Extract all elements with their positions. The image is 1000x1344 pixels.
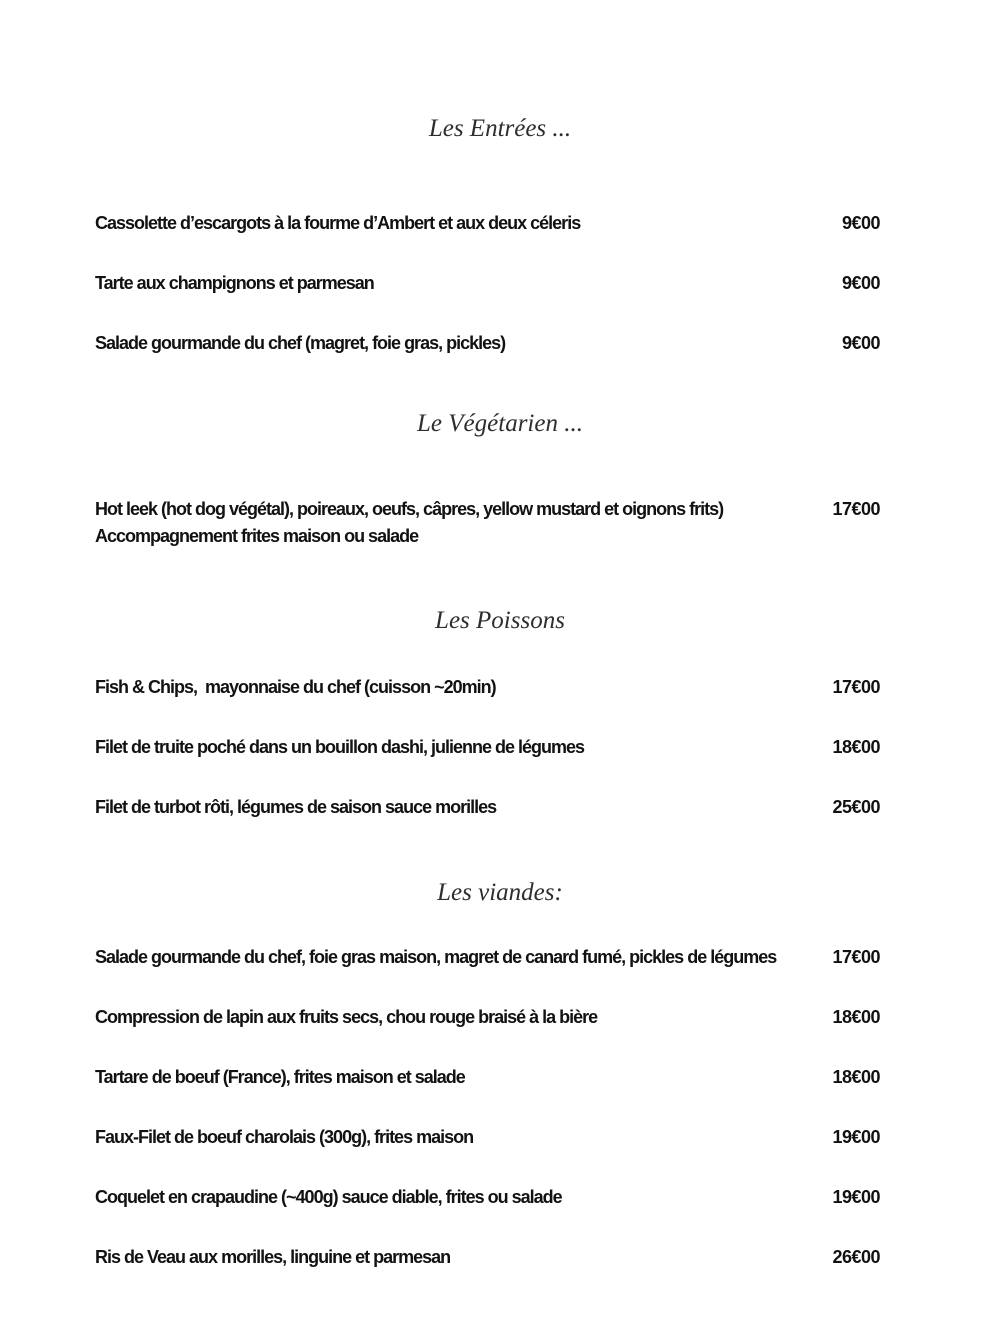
menu-item-price: 17€00 [832,499,880,519]
menu-item-price: 18€00 [832,1067,880,1087]
menu-item-price: 17€00 [832,677,880,697]
menu-item-name: Salade gourmande du chef, foie gras maison, magret de canard fumé, pickles de légumes [95,947,777,967]
menu-item-name: Filet de turbot rôti, légumes de saison sauce morilles [95,797,497,817]
menu-item-name: Fish & Chips, mayonnaise du chef (cuisson ~20min) [95,677,496,697]
menu-item-price: 26€00 [832,1247,880,1267]
menu-item-name: Compression de lapin aux fruits secs, chou rouge braisé à la bière [95,1007,598,1027]
section-entrees [95,112,880,357]
menu-item-name: Hot leek (hot dog végétal), poireaux, oeufs, câpres, yellow mustard et oignons frits) [95,499,724,519]
section-title-vegetarien: Le Végétarien ... [417,410,583,437]
section-poissons [95,604,880,821]
menu-item-name: Tartare de boeuf (France), frites maison et salade [95,1067,465,1087]
menu-item-row [95,270,880,297]
menu-item-row [95,1004,880,1031]
menu-item-price: 9€00 [841,333,880,353]
section-title-poissons: Les Poissons [435,607,565,634]
section-vegetarien [95,407,880,550]
section-title-viandes: Les viandes: [437,879,563,906]
menu-item-row [95,496,880,550]
menu-item-note: Accompagnement frites maison ou salade [95,526,419,546]
menu-item-row [95,944,880,971]
menu-item-name: Coquelet en crapaudine (~400g) sauce diable, frites ou salade [95,1187,562,1207]
menu-item-row [95,1244,880,1271]
menu-item-row [95,794,880,821]
menu-item-price: 18€00 [832,1007,880,1027]
menu-item-price: 19€00 [832,1187,880,1207]
menu-item-row [95,674,880,701]
menu-item-row [95,734,880,761]
menu-item-name: Faux-Filet de boeuf charolais (300g), frites maison [95,1127,474,1147]
section-title-entrees: Les Entrées ... [428,115,572,142]
menu-item-row [95,1064,880,1091]
menu-item-row [95,1184,880,1211]
menu-item-row [95,1124,880,1151]
menu-item-price: 17€00 [832,947,880,967]
menu-item-price: 9€00 [841,273,880,293]
menu-item-row [95,330,880,357]
menu-item-price: 9€00 [841,213,880,233]
menu-item-row [95,210,880,237]
menu-item-price: 19€00 [832,1127,880,1147]
menu-item-name: Ris de Veau aux morilles, linguine et parmesan [95,1247,451,1267]
menu-item-name: Tarte aux champignons et parmesan [95,273,374,293]
section-viandes [95,876,880,1271]
menu-item-name: Filet de truite poché dans un bouillon dashi, julienne de légumes [95,737,585,757]
menu-item-price: 25€00 [832,797,880,817]
menu-item-price: 18€00 [832,737,880,757]
menu-item-name: Salade gourmande du chef (magret, foie gras, pickles) [95,333,506,353]
menu-item-name: Cassolette d’escargots à la fourme d’Ambert et aux deux céleris [95,213,581,233]
